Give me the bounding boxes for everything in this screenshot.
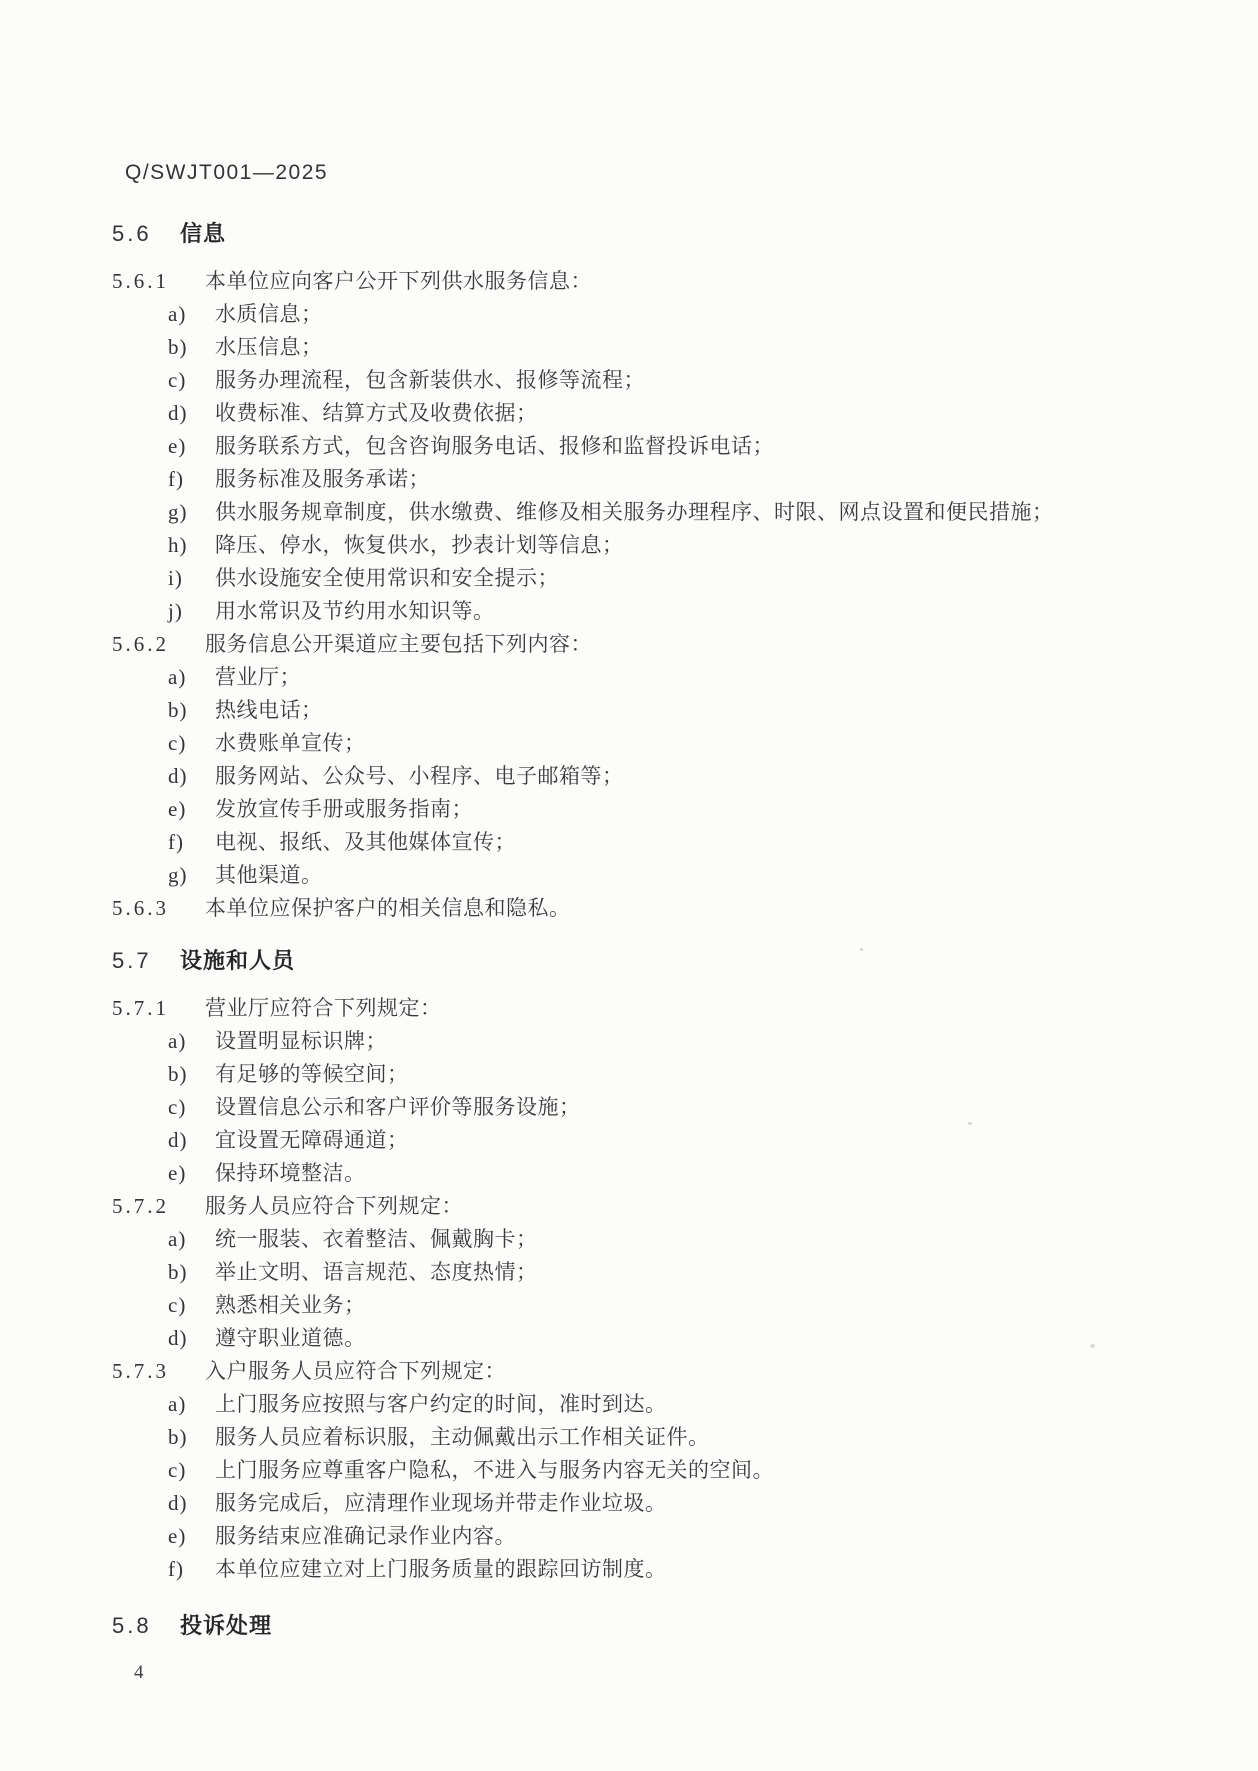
list-item-text: 营业厅； <box>215 665 301 689</box>
list-item-text: 电视、报纸、及其他媒体宣传； <box>215 830 516 854</box>
list-item <box>168 859 1258 892</box>
list-item <box>168 1157 1258 1190</box>
list-item-text: 发放宣传手册或服务指南； <box>215 797 473 821</box>
list-item-text: 收费标准、结算方式及收费依据； <box>215 401 538 425</box>
list-item <box>168 760 1258 793</box>
list-item-label: g) <box>168 500 188 524</box>
list-item-text: 设置信息公示和客户评价等服务设施； <box>215 1095 581 1119</box>
list-item-text: 其他渠道。 <box>215 863 323 887</box>
list-item-text: 服务联系方式，包含咨询服务电话、报修和监督投诉电话； <box>215 434 774 458</box>
list-item <box>168 793 1258 826</box>
list-item-text: 有足够的等候空间； <box>215 1062 409 1086</box>
list-item-label: c) <box>168 1458 187 1482</box>
section-title: 投诉处理 <box>180 1613 273 1638</box>
list-item <box>168 1124 1258 1157</box>
list-item-label: c) <box>168 731 187 755</box>
clause-text: 本单位应向客户公开下列供水服务信息： <box>205 269 592 293</box>
list-item-text: 服务完成后，应清理作业现场并带走作业垃圾。 <box>215 1491 667 1515</box>
list-item-label: c) <box>168 1095 187 1119</box>
section-5.6 <box>0 217 1258 925</box>
clause <box>112 628 1258 661</box>
list-item-text: 供水服务规章制度，供水缴费、维修及相关服务办理程序、时限、网点设置和便民措施； <box>215 500 1054 524</box>
list-item <box>168 1487 1258 1520</box>
clause-number: 5.7.1 <box>112 996 169 1020</box>
list-item <box>168 1421 1258 1454</box>
list-item-label: a) <box>168 1392 187 1416</box>
list-item-label: c) <box>168 1293 187 1317</box>
clause-number: 5.6.1 <box>112 269 169 293</box>
list-item <box>168 1322 1258 1355</box>
list-item-text: 水质信息； <box>215 302 323 326</box>
list-item-label: b) <box>168 698 188 722</box>
list-item-label: a) <box>168 302 187 326</box>
list-item-text: 服务结束应准确记录作业内容。 <box>215 1524 516 1548</box>
list-item-label: e) <box>168 1161 187 1185</box>
list-item-label: d) <box>168 1326 188 1350</box>
list-item-text: 水费账单宣传； <box>215 731 366 755</box>
list-item-text: 设置明显标识牌； <box>215 1029 387 1053</box>
clause <box>112 1355 1258 1388</box>
list-item <box>168 1553 1258 1586</box>
list-item-label: f) <box>168 830 184 854</box>
list-item <box>168 595 1258 628</box>
list-item <box>168 331 1258 364</box>
list-item-label: j) <box>168 599 183 623</box>
list-item <box>168 364 1258 397</box>
clause-number: 5.7.3 <box>112 1359 169 1383</box>
clause-number: 5.6.3 <box>112 896 169 920</box>
list-item-text: 本单位应建立对上门服务质量的跟踪回访制度。 <box>215 1557 667 1581</box>
list-item-label: c) <box>168 368 187 392</box>
list-item-text: 降压、停水，恢复供水，抄表计划等信息； <box>215 533 624 557</box>
list-item <box>168 1025 1258 1058</box>
list-item-text: 服务标准及服务承诺； <box>215 467 430 491</box>
list-item <box>168 1388 1258 1421</box>
list-item-text: 保持环境整洁。 <box>215 1161 366 1185</box>
section-5.8 <box>0 1609 1258 1642</box>
clause <box>112 892 1258 925</box>
list-item-text: 用水常识及节约用水知识等。 <box>215 599 495 623</box>
list-item <box>168 1256 1258 1289</box>
document-code-header: Q/SWJT001—2025 <box>125 161 329 184</box>
list-item-text: 热线电话； <box>215 698 323 722</box>
list-item-label: d) <box>168 764 188 788</box>
clause-text: 本单位应保护客户的相关信息和隐私。 <box>205 896 571 920</box>
section-number: 5.6 <box>112 221 152 246</box>
list-item-label: e) <box>168 797 187 821</box>
list-item-text: 服务办理流程，包含新装供水、报修等流程； <box>215 368 645 392</box>
list-item-label: f) <box>168 1557 184 1581</box>
clause <box>112 265 1258 298</box>
section-title: 设施和人员 <box>180 948 296 973</box>
section-heading <box>112 217 1258 250</box>
page-number: 4 <box>134 1662 144 1683</box>
list-item <box>168 661 1258 694</box>
doc-body <box>0 217 1258 1642</box>
list-item-text: 举止文明、语言规范、态度热情； <box>215 1260 538 1284</box>
list-item <box>168 1289 1258 1322</box>
list-item-label: a) <box>168 1227 187 1251</box>
section-number: 5.7 <box>112 948 152 973</box>
section-number: 5.8 <box>112 1613 152 1638</box>
clause <box>112 1190 1258 1223</box>
section-5.7 <box>0 944 1258 1586</box>
list-item-label: g) <box>168 863 188 887</box>
section-title: 信息 <box>180 221 227 246</box>
scan-artifact <box>1090 1344 1095 1348</box>
list-item-label: f) <box>168 467 184 491</box>
list-item-text: 水压信息； <box>215 335 323 359</box>
list-item <box>168 463 1258 496</box>
scan-artifact <box>860 948 863 951</box>
list-item <box>168 1091 1258 1124</box>
list-item <box>168 826 1258 859</box>
clause-text: 入户服务人员应符合下列规定： <box>205 1359 506 1383</box>
list-item-label: b) <box>168 1425 188 1449</box>
list-item <box>168 496 1258 529</box>
list-item <box>168 430 1258 463</box>
list-item <box>168 694 1258 727</box>
list-item-text: 服务网站、公众号、小程序、电子邮箱等； <box>215 764 624 788</box>
clause-text: 服务信息公开渠道应主要包括下列内容： <box>205 632 592 656</box>
list-item-text: 宜设置无障碍通道； <box>215 1128 409 1152</box>
list-item-label: i) <box>168 566 183 590</box>
list-item-label: d) <box>168 1491 188 1515</box>
list-item-label: h) <box>168 533 188 557</box>
scan-artifact <box>968 1122 972 1125</box>
clause-text: 营业厅应符合下列规定： <box>205 996 442 1020</box>
section-heading <box>112 1609 1258 1642</box>
list-item <box>168 562 1258 595</box>
list-item-text: 上门服务应按照与客户约定的时间，准时到达。 <box>215 1392 667 1416</box>
list-item-label: b) <box>168 1260 188 1284</box>
list-item-text: 服务人员应着标识服，主动佩戴出示工作相关证件。 <box>215 1425 710 1449</box>
list-item-label: e) <box>168 1524 187 1548</box>
list-item <box>168 397 1258 430</box>
list-item-text: 上门服务应尊重客户隐私，不进入与服务内容无关的空间。 <box>215 1458 774 1482</box>
list-item-text: 统一服装、衣着整洁、佩戴胸卡； <box>215 1227 538 1251</box>
list-item-label: a) <box>168 665 187 689</box>
clause-number: 5.6.2 <box>112 632 169 656</box>
clause-number: 5.7.2 <box>112 1194 169 1218</box>
list-item <box>168 1520 1258 1553</box>
clause <box>112 992 1258 1025</box>
list-item <box>168 1058 1258 1091</box>
list-item-label: b) <box>168 335 188 359</box>
clause-text: 服务人员应符合下列规定： <box>205 1194 463 1218</box>
section-heading <box>112 944 1258 977</box>
list-item-label: d) <box>168 1128 188 1152</box>
list-item-text: 遵守职业道德。 <box>215 1326 366 1350</box>
list-item <box>168 727 1258 760</box>
list-item-text: 熟悉相关业务； <box>215 1293 366 1317</box>
list-item-label: b) <box>168 1062 188 1086</box>
list-item <box>168 298 1258 331</box>
list-item <box>168 529 1258 562</box>
list-item <box>168 1223 1258 1256</box>
list-item-label: a) <box>168 1029 187 1053</box>
list-item-label: e) <box>168 434 187 458</box>
list-item-label: d) <box>168 401 188 425</box>
list-item <box>168 1454 1258 1487</box>
list-item-text: 供水设施安全使用常识和安全提示； <box>215 566 559 590</box>
